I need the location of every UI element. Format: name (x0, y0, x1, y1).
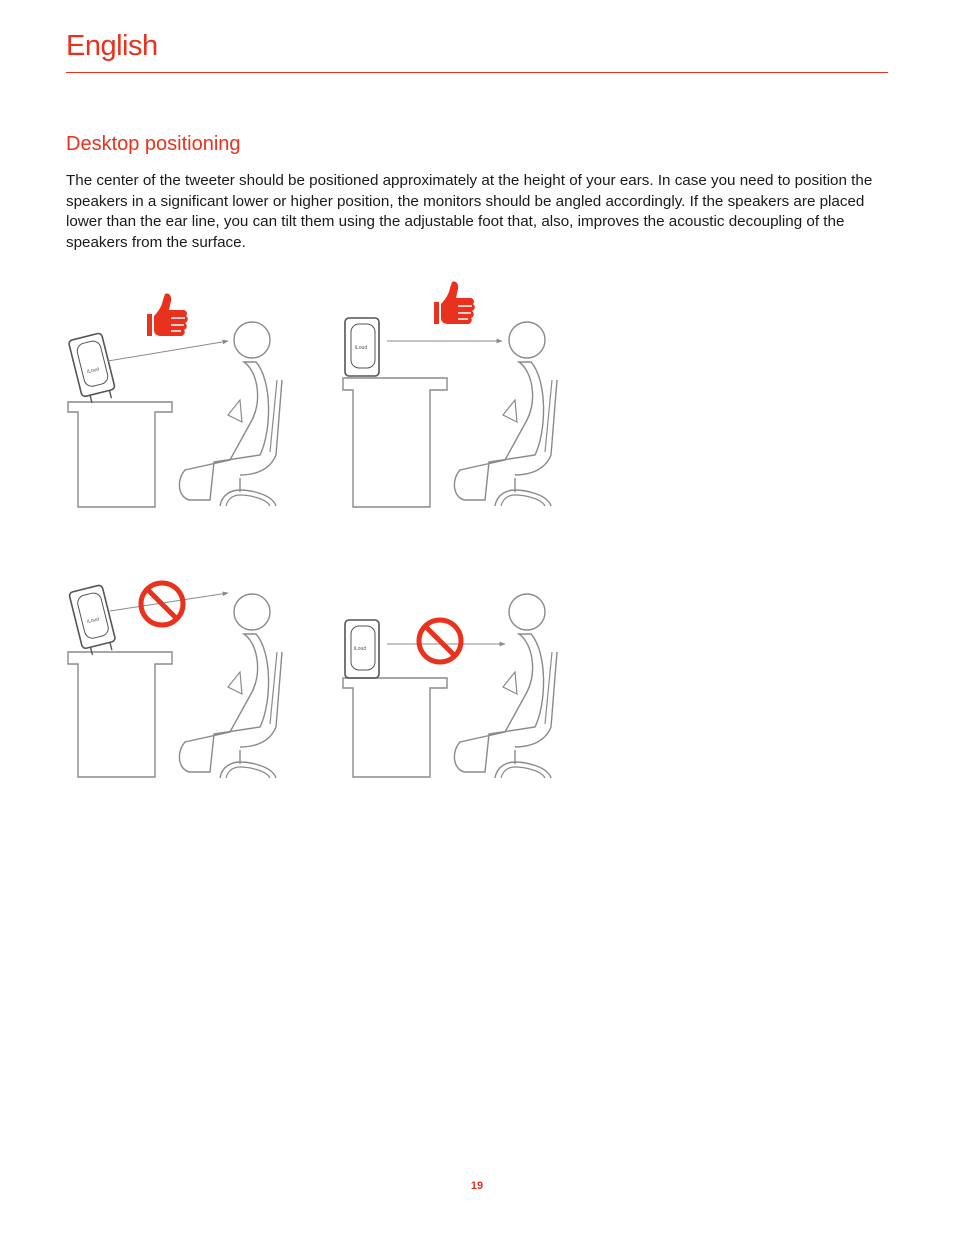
body-paragraph: The center of the tweeter should be positioned approximately at the height of your ears. In case you need to position the speakers in a significant lower or higher position, the monitors should be angled accordingly. If the speakers are placed lower than the ear line, you can tilt them using the adjustable foot that, also, improves the acoustic decoupling of the speakers from the surface. (66, 172, 873, 251)
page-number: 19 (470, 1180, 484, 1192)
speaker (345, 620, 379, 678)
speaker-brand-label: iLoud (86, 366, 100, 376)
prohibited-icon (419, 620, 461, 662)
page-header-title: English (66, 30, 158, 62)
desk (343, 678, 447, 777)
speaker-brand-label: iLoud (354, 345, 368, 351)
speaker-brand-label: iLoud (86, 616, 100, 626)
seated-person (454, 594, 557, 778)
section-heading: Desktop positioning (66, 133, 241, 155)
speaker-brand-label: iLoud (353, 646, 367, 652)
